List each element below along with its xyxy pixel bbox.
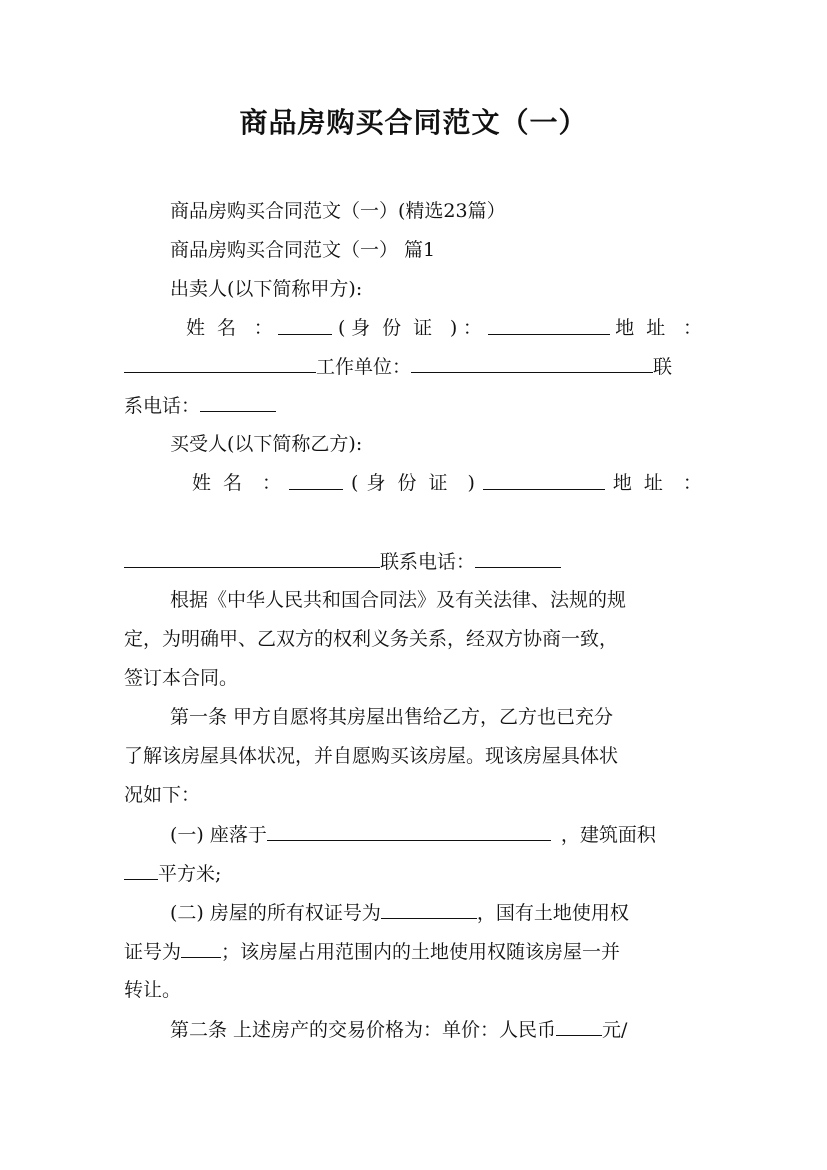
buyer-work-blank [124,549,380,568]
chapter-line: 商品房购买合同范文（一） 篇1 [170,239,436,261]
seller-work-blank [411,354,653,373]
seller-id-blank [488,316,610,335]
buyer-id-blank [483,471,605,490]
buyer-address-label: 地址 [612,472,675,494]
item-2-land-cert-blank [181,939,221,958]
buyer-name-label: 姓名 [192,472,255,494]
seller-phone-blank [200,393,276,412]
article-2-price-label: 第二条 上述房产的交易价格为：单价：人民币 [170,1019,557,1041]
article-1-line-3: 况如下： [124,784,201,806]
seller-address-blank [124,354,316,373]
item-1-line-2 [124,861,702,886]
article-2-line-1 [170,1017,702,1042]
buyer-info-line: 姓名 ： ( 身份证 ) 地址 ： [192,472,702,494]
article-2-price-blank [556,1017,602,1036]
buyer-heading: 买受人(以下简称乙方): [170,433,363,455]
buyer-phone-label: 联系电话： [380,551,476,573]
preamble-line-1: 根据《中华人民共和国合同法》及有关法律、法规的规 [170,589,627,611]
buyer-phone-blank [475,549,561,568]
seller-work-label: 工作单位： [316,356,412,378]
buyer-id-label: 身份证 [366,472,460,494]
item-2-land-cert-label: 证号为 [124,941,182,963]
seller-name-label: 姓名 [186,317,249,339]
seller-phone-label: 系电话： [124,395,201,417]
item-2-line-2 [124,939,702,964]
document-title: 商品房购买合同范文（一） [239,106,588,139]
article-2-unit: 元/ [602,1019,628,1041]
article-1-line-1: 第一条 甲方自愿将其房屋出售给乙方，乙方也已充分 [170,706,614,728]
seller-info-line: 姓名 ： ( 身份证 ) ： 地址 ： [186,317,702,339]
seller-name-blank [278,316,332,335]
item-1-line-1 [170,822,702,847]
subtitle-line: 商品房购买合同范文（一）(精选23篇） [170,200,506,222]
preamble-line-3: 签订本合同。 [124,667,239,689]
item-1-area-label: ，建筑面积 [560,824,656,846]
item-2-line-3: 转让。 [124,979,182,1001]
item-1-location-blank [267,822,551,841]
item-2-line-1 [170,900,702,925]
seller-address-label: 地址 [615,317,678,339]
seller-phone-line [124,393,702,418]
item-1-location-label: (一) 座落于 [170,824,267,846]
item-1-area-blank [124,861,158,880]
buyer-phone-line [124,549,702,574]
seller-id-label: 身份证 [351,317,445,339]
article-1-line-2: 了解该房屋具体状况，并自愿购买该房屋。现该房屋具体状 [124,745,619,767]
item-1-unit: 平方米; [158,863,222,885]
preamble-line-2: 定，为明确甲、乙双方的权利义务关系，经双方协商一致， [124,628,619,650]
item-2-cert-label: (二) 房屋的所有权证号为 [170,902,381,924]
item-2-transfer-text: ；该房屋占用范围内的土地使用权随该房屋一并 [221,941,621,963]
item-2-cert-blank [381,900,477,919]
item-2-land-label: ，国有土地使用权 [476,902,629,924]
seller-heading: 出卖人(以下简称甲方): [170,278,363,300]
seller-work-line: 工作单位： 联 [124,354,702,379]
buyer-name-blank [289,471,343,490]
